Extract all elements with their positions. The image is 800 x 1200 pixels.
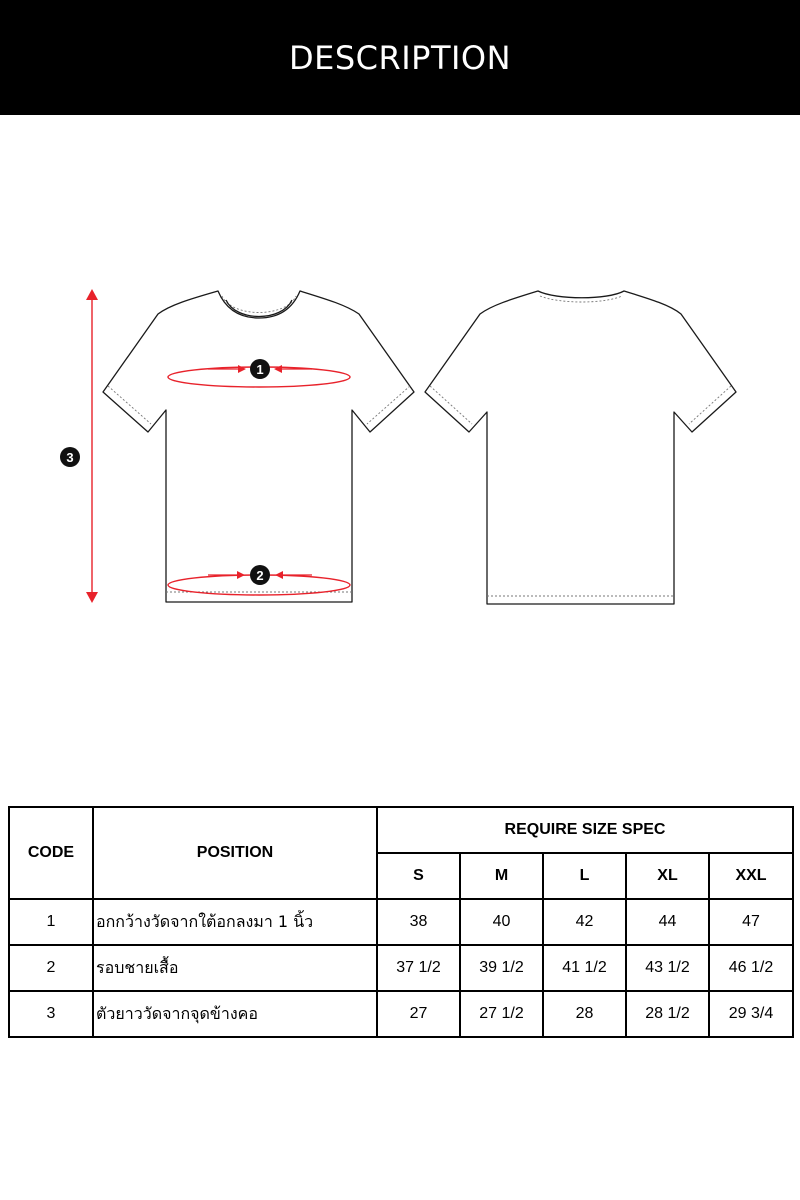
size-header: M [460, 853, 543, 899]
row-value: 39 1/2 [460, 945, 543, 991]
header-bar [0, 0, 800, 115]
row-code: 3 [9, 991, 93, 1037]
size-spec-table [8, 806, 794, 1038]
shirt-back [425, 291, 736, 604]
row-value: 27 [377, 991, 460, 1037]
row-value: 38 [377, 899, 460, 945]
length-measure [60, 289, 98, 603]
size-header: S [377, 853, 460, 899]
header-size-spec: REQUIRE SIZE SPEC [377, 807, 793, 853]
size-header: XL [626, 853, 709, 899]
row-value: 28 1/2 [626, 991, 709, 1037]
row-code: 1 [9, 899, 93, 945]
row-value: 42 [543, 899, 626, 945]
marker-1: 1 [256, 362, 264, 377]
row-value: 27 1/2 [460, 991, 543, 1037]
marker-2: 2 [256, 568, 264, 583]
row-value: 43 1/2 [626, 945, 709, 991]
header-position: POSITION [93, 807, 377, 899]
row-value: 46 1/2 [709, 945, 793, 991]
row-value: 28 [543, 991, 626, 1037]
row-value: 29 3/4 [709, 991, 793, 1037]
row-code: 2 [9, 945, 93, 991]
table-row [9, 899, 793, 945]
row-value: 47 [709, 899, 793, 945]
page-title: DESCRIPTION [288, 38, 512, 77]
row-position: ตัวยาววัดจากจุดข้างคอ [93, 991, 377, 1037]
row-value: 44 [626, 899, 709, 945]
row-value: 41 1/2 [543, 945, 626, 991]
tshirt-diagram [0, 270, 800, 620]
shirt-front [103, 291, 414, 602]
table-row [9, 945, 793, 991]
row-position: รอบชายเสื้อ [93, 945, 377, 991]
row-value: 37 1/2 [377, 945, 460, 991]
row-value: 40 [460, 899, 543, 945]
header-code: CODE [9, 807, 93, 899]
size-header: XXL [709, 853, 793, 899]
marker-3: 3 [66, 450, 74, 465]
size-header: L [543, 853, 626, 899]
row-position: อกกว้างวัดจากใต้อกลงมา 1 นิ้ว [93, 899, 377, 945]
table-row [9, 991, 793, 1037]
